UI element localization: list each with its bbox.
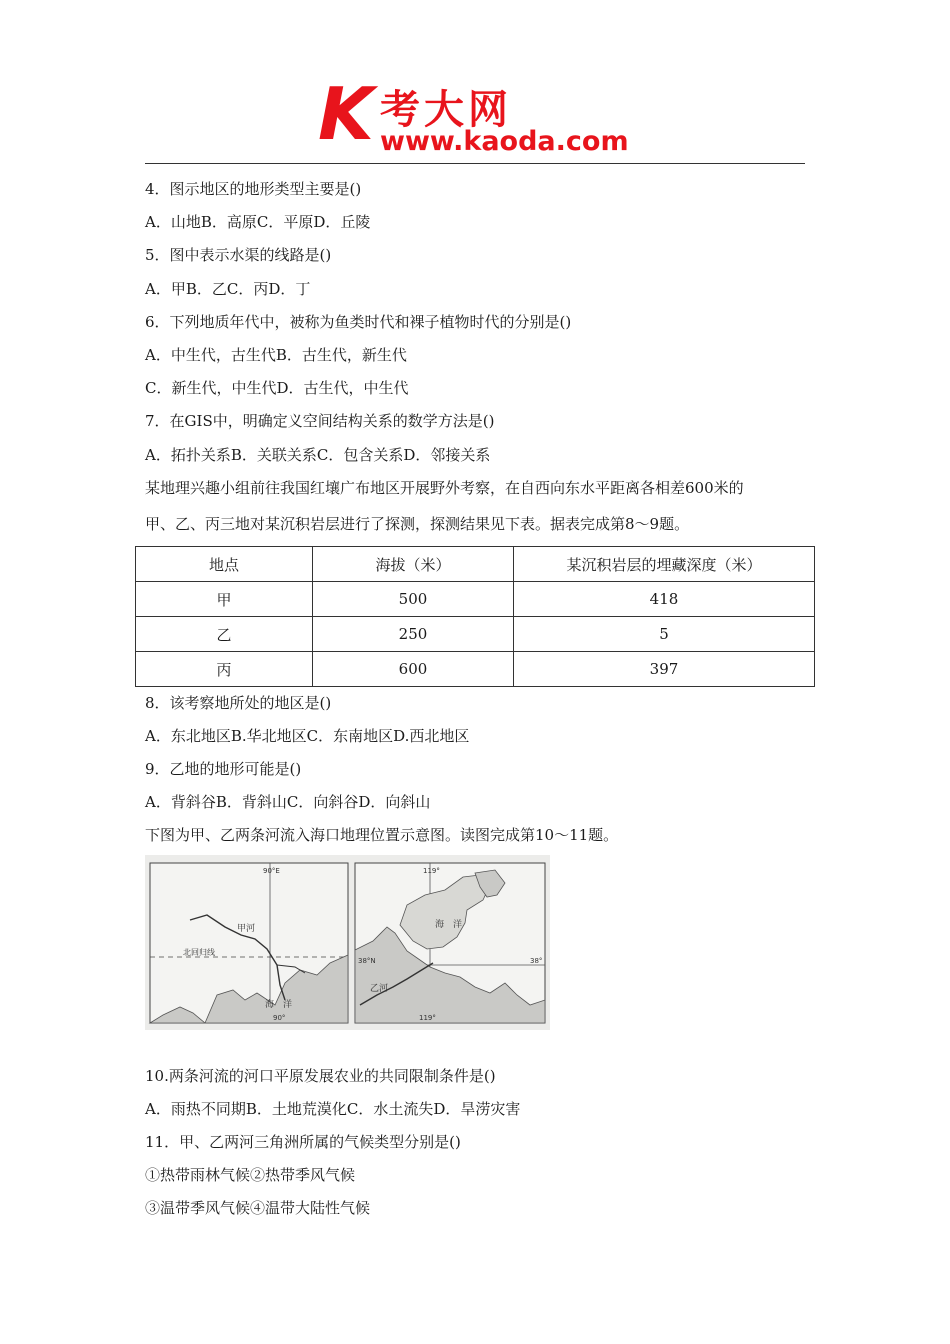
table-row (136, 617, 815, 652)
q6-stem: 6．下列地质年代中，被称为鱼类时代和裸子植物时代的分别是() (145, 313, 572, 331)
logo-title: 考大网 (380, 87, 512, 133)
map-left-sea: 海 洋 (265, 1000, 293, 1010)
map-right-sea: 海 洋 (435, 920, 463, 930)
map-left-lon-bottom: 90° (273, 1014, 286, 1022)
q11-options-34: ③温带季风气候④温带大陆性气候 (145, 1199, 371, 1217)
map-right-lon-bottom: 119° (419, 1014, 436, 1022)
q8-options: A．东北地区B.华北地区C．东南地区D.西北地区 (145, 727, 470, 745)
survey-table (135, 546, 815, 687)
map-left-tropic: 北回归线 (183, 948, 215, 957)
q11-options-12: ①热带雨林气候②热带季风气候 (145, 1166, 356, 1184)
river-mouth-map (145, 855, 550, 1030)
map-right-panel (355, 863, 545, 1023)
logo-url: www.kaoda.com (380, 126, 629, 157)
table-cell: 500 (313, 582, 514, 617)
header-divider (145, 163, 805, 164)
map-left-river: 甲河 (237, 924, 256, 934)
q7-stem: 7．在GIS中，明确定义空间结构关系的数学方法是() (145, 412, 495, 430)
table-cell: 5 (514, 617, 815, 652)
table-cell: 397 (514, 652, 815, 687)
q5-stem: 5．图中表示水渠的线路是() (145, 246, 332, 264)
q6-options-cd: C．新生代，中生代D．古生代，中生代 (145, 379, 409, 397)
map-left-panel (150, 863, 348, 1023)
table-header-row (136, 547, 815, 582)
table-header-cell: 海拔（米） (313, 547, 514, 582)
q11-stem: 11．甲、乙两河三角洲所属的气候类型分别是() (145, 1133, 461, 1151)
q4-options: A．山地B．高原C．平原D．丘陵 (145, 213, 371, 231)
q9-stem: 9．乙地的地形可能是() (145, 760, 302, 778)
table-header-cell: 某沉积岩层的埋藏深度（米） (514, 547, 815, 582)
q5-options: A．甲B．乙C．丙D．丁 (145, 280, 311, 298)
passage2-line1: 下图为甲、乙两条河流入海口地理位置示意图。读图完成第10～11题。 (145, 826, 619, 844)
q4-stem: 4．图示地区的地形类型主要是() (145, 180, 362, 198)
table-cell: 250 (313, 617, 514, 652)
passage1-line1: 某地理兴趣小组前往我国红壤广布地区开展野外考察，在自西向东水平距离各相差600米的 (145, 479, 744, 497)
map-right-lat-left: 38°N (358, 957, 376, 965)
passage1-line2: 甲、乙、丙三地对某沉积岩层进行了探测，探测结果见下表。据表完成第8～9题。 (145, 515, 690, 533)
table-header-cell: 地点 (136, 547, 313, 582)
q7-options: A．拓扑关系B．关联关系C．包含关系D．邻接关系 (145, 446, 491, 464)
q9-options: A．背斜谷B．背斜山C．向斜谷D．向斜山 (145, 793, 431, 811)
q6-options-ab: A．中生代，古生代B．古生代，新生代 (145, 346, 407, 364)
table-cell: 乙 (136, 617, 313, 652)
map-right-river: 乙河 (370, 984, 389, 994)
map-right-lat-right: 38° (530, 957, 543, 965)
logo-k-mark: K (318, 72, 374, 156)
map-right-lon-top: 119° (423, 867, 440, 875)
map-left-lon-top: 90°E (263, 867, 280, 875)
q10-stem: 10.两条河流的河口平原发展农业的共同限制条件是() (145, 1067, 496, 1085)
site-logo (318, 72, 648, 162)
table-cell: 甲 (136, 582, 313, 617)
q10-options: A．雨热不同期B．土地荒漠化C．水土流失D．旱涝灾害 (145, 1100, 521, 1118)
table-row (136, 582, 815, 617)
table-cell: 600 (313, 652, 514, 687)
q8-stem: 8．该考察地所处的地区是() (145, 694, 332, 712)
table-row (136, 652, 815, 687)
table-cell: 418 (514, 582, 815, 617)
table-cell: 丙 (136, 652, 313, 687)
